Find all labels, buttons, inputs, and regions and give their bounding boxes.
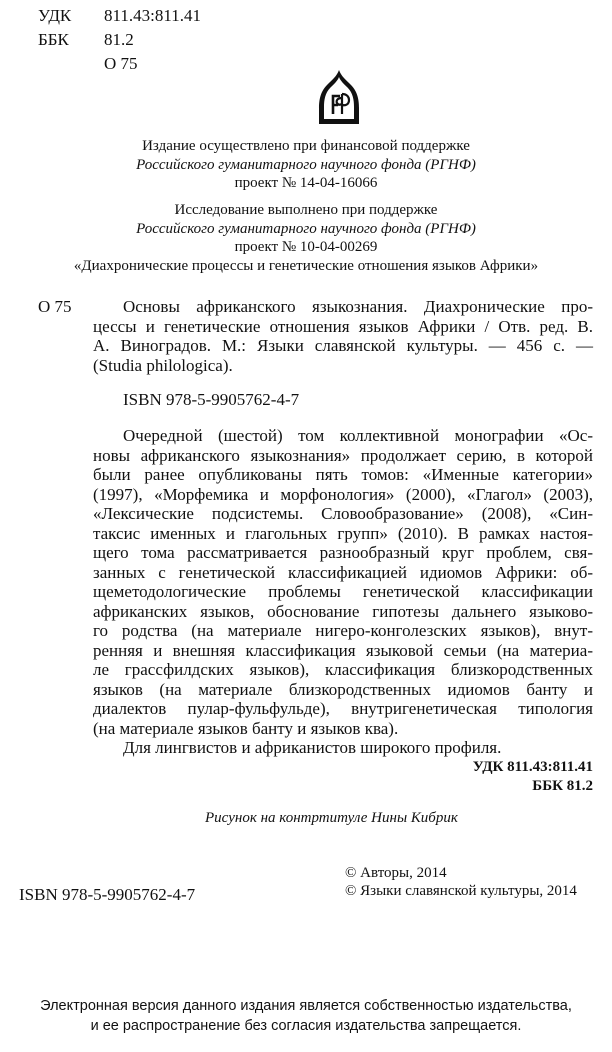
research-line-4: «Диахронические процессы и генетические отношения языков Африки» bbox=[73, 257, 539, 274]
funding-line-1: Издание осуществлено при финансовой поддержке bbox=[142, 138, 470, 154]
abstract-audience: Для лингвистов и африканистов широкого профиля. bbox=[123, 738, 502, 757]
abstract-line-6: таксис именных и глагольных групп» (2010). В рамках настоя- bbox=[93, 523, 593, 543]
illustration-credit: Рисунок на контртитуле Нины Кибрик bbox=[205, 810, 458, 826]
funding-line-2: Российского гуманитарного научного фонда (РГНФ) bbox=[136, 156, 476, 173]
catalog-isbn: ISBN 978-5-9905762-4-7 bbox=[123, 390, 300, 409]
footer-line-2: и ее распространение без согласия издательства запрещается. bbox=[90, 1018, 522, 1034]
catalog-line-4: (Studia philologica). bbox=[93, 355, 233, 375]
research-line-3: проект № 10-04-00269 bbox=[234, 239, 378, 255]
abstract-line-3: были ранее опубликованы пять томов: «Именные категории» bbox=[93, 465, 593, 484]
abstract-line-8: занных с генетической классификацией идиомов Африки: об- bbox=[93, 562, 593, 582]
author-mark: О 75 bbox=[104, 54, 138, 73]
udk-label: УДК bbox=[38, 6, 72, 25]
abstract-line-15: диалектов пулар-фульфульде), внутригенетическая типология bbox=[93, 699, 593, 718]
research-line-2: Российского гуманитарного научного фонда (РГНФ) bbox=[136, 220, 476, 237]
abstract-line-5: «Лексические подсистемы. Словообразование» (2008), «Син- bbox=[93, 504, 593, 523]
catalog-mark: О 75 bbox=[38, 297, 72, 316]
abstract-line-11: го родства (на материале нигеро-конголезских языков), внут- bbox=[93, 621, 593, 640]
udk-bold: УДК 811.43:811.41 bbox=[472, 758, 593, 775]
rgnf-emblem-icon bbox=[316, 68, 362, 126]
abstract-line-10: африканских языков, обоснование гипотезы дальнего языково- bbox=[93, 601, 593, 621]
catalog-line-2: цессы и генетические отношения языков Африки / Отв. ред. В. bbox=[93, 316, 593, 336]
abstract-line-12: ренняя и внешняя классификация языковой семьи (на материа- bbox=[93, 640, 593, 660]
bbk-value: 81.2 bbox=[104, 30, 134, 49]
abstract-line-16: (на материале языков банту и языков ква). bbox=[93, 718, 399, 738]
abstract-line-14: языков (на материале близкородственных идиомов банту и bbox=[93, 679, 593, 699]
abstract-line-4: (1997), «Морфемика и морфонология» (2000), «Глагол» (2003), bbox=[93, 484, 593, 504]
catalog-line-1: Основы африканского языкознания. Диахронические про- bbox=[123, 297, 593, 316]
copyright-publisher: © Языки славянской культуры, 2014 bbox=[345, 883, 577, 899]
catalog-line-3: А. Виноградов. М.: Языки славянской культуры. — 456 с. — bbox=[93, 336, 593, 355]
footer-line-1: Электронная версия данного издания является собственностью издательства, bbox=[40, 998, 572, 1014]
bbk-bold: ББК 81.2 bbox=[532, 778, 593, 794]
isbn-bottom: ISBN 978-5-9905762-4-7 bbox=[19, 885, 196, 904]
funding-line-3: проект № 14-04-16066 bbox=[234, 175, 378, 191]
abstract-line-2: новы африканского языкознания» продолжает серию, в которой bbox=[93, 445, 593, 465]
abstract-line-13: ле грассфилдских языков), классификация близкородственных bbox=[93, 660, 593, 679]
copyright-authors: © Авторы, 2014 bbox=[345, 865, 447, 881]
abstract-line-9: щеметодологические проблемы генетической классификации bbox=[93, 582, 593, 601]
udk-value: 811.43:811.41 bbox=[104, 6, 201, 25]
bbk-label: ББК bbox=[38, 30, 69, 49]
abstract-line-1: Очередной (шестой) том коллективной монографии «Ос- bbox=[123, 426, 593, 445]
abstract-line-7: щего тома рассматривается разнообразный круг проблем, свя- bbox=[93, 543, 593, 562]
research-line-1: Исследование выполнено при поддержке bbox=[174, 202, 438, 218]
